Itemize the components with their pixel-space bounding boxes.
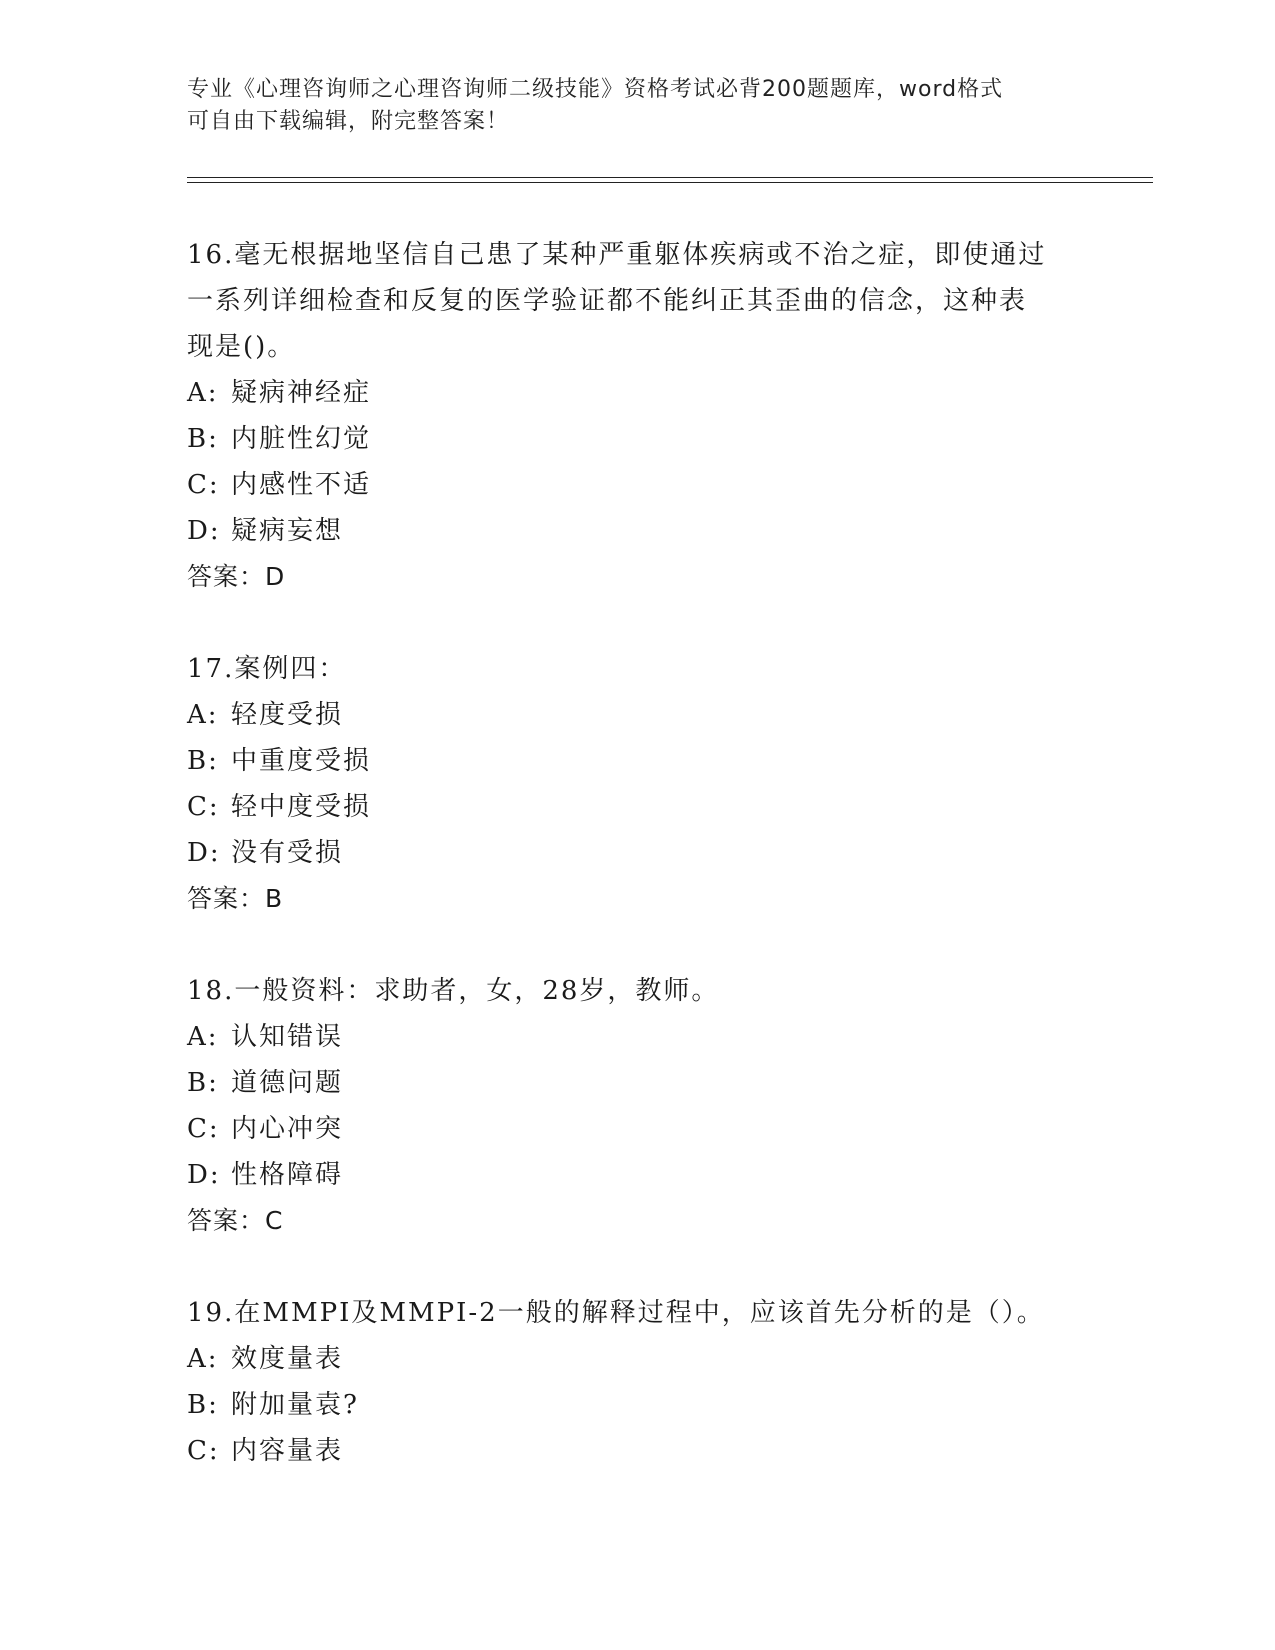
answer-line: 答案：D <box>187 562 286 591</box>
option-b <box>187 1382 1087 1428</box>
option-letter: C: <box>187 1436 220 1466</box>
question-text-line: 17.案例四： <box>187 654 347 684</box>
option-d <box>187 1152 1087 1198</box>
option-text: 轻度受损 <box>231 700 344 730</box>
question-16 <box>187 232 1087 600</box>
answer-line: 答案：C <box>187 1206 284 1235</box>
document-header <box>187 74 1067 138</box>
option-c <box>187 462 1087 508</box>
option-letter: A: <box>187 700 219 730</box>
option-text: 内感性不适 <box>231 470 372 500</box>
option-c <box>187 1428 1087 1474</box>
option-letter: A: <box>187 1022 219 1052</box>
option-text: 中重度受损 <box>231 746 372 776</box>
option-letter: D: <box>187 1160 221 1190</box>
option-letter: B: <box>187 1068 219 1098</box>
header-line-1: 专业《心理咨询师之心理咨询师二级技能》资格考试必背200题题库，word格式 <box>187 77 1004 102</box>
option-text: 疑病神经症 <box>231 378 372 408</box>
option-letter: B: <box>187 424 219 454</box>
option-d <box>187 508 1087 554</box>
option-letter: C: <box>187 792 220 822</box>
option-a <box>187 692 1087 738</box>
option-c <box>187 784 1087 830</box>
option-text: 内脏性幻觉 <box>231 424 372 454</box>
question-list <box>187 232 1087 1520</box>
question-17 <box>187 646 1087 922</box>
option-text: 疑病妄想 <box>231 516 344 546</box>
answer-line: 答案：B <box>187 884 284 913</box>
option-text: 内容量表 <box>231 1436 344 1466</box>
question-text-line: 现是()。 <box>187 332 296 362</box>
question-18 <box>187 968 1087 1244</box>
question-text-line: 18.一般资料：求助者，女，28岁，教师。 <box>187 976 720 1006</box>
question-text-line: 一系列详细检查和反复的医学验证都不能纠正其歪曲的信念，这种表 <box>187 286 1028 316</box>
option-text: 道德问题 <box>231 1068 344 1098</box>
question-19 <box>187 1290 1087 1474</box>
option-letter: A: <box>187 1344 219 1374</box>
option-text: 认知错误 <box>231 1022 344 1052</box>
header-line-2: 可自由下载编辑，附完整答案！ <box>187 109 510 134</box>
option-text: 内心冲突 <box>231 1114 344 1144</box>
option-d <box>187 830 1087 876</box>
option-b <box>187 1060 1087 1106</box>
option-text: 轻中度受损 <box>231 792 372 822</box>
option-a <box>187 370 1087 416</box>
option-letter: D: <box>187 838 221 868</box>
option-letter: A: <box>187 378 219 408</box>
question-text-line: 19.在MMPI及MMPI-2一般的解释过程中，应该首先分析的是（）。 <box>187 1298 1045 1328</box>
option-a <box>187 1336 1087 1382</box>
option-letter: D: <box>187 516 221 546</box>
option-a <box>187 1014 1087 1060</box>
option-text: 附加量袁? <box>231 1390 359 1420</box>
option-letter: B: <box>187 746 219 776</box>
option-b <box>187 738 1087 784</box>
option-letter: C: <box>187 470 220 500</box>
header-rule-top <box>187 177 1153 178</box>
question-text-line: 16.毫无根据地坚信自己患了某种严重躯体疾病或不治之症，即使通过 <box>187 240 1047 270</box>
option-letter: C: <box>187 1114 220 1144</box>
option-letter: B: <box>187 1390 219 1420</box>
option-text: 效度量表 <box>231 1344 344 1374</box>
option-text: 没有受损 <box>231 838 344 868</box>
option-text: 性格障碍 <box>231 1160 344 1190</box>
header-rule-bottom <box>187 182 1153 183</box>
option-c <box>187 1106 1087 1152</box>
option-b <box>187 416 1087 462</box>
